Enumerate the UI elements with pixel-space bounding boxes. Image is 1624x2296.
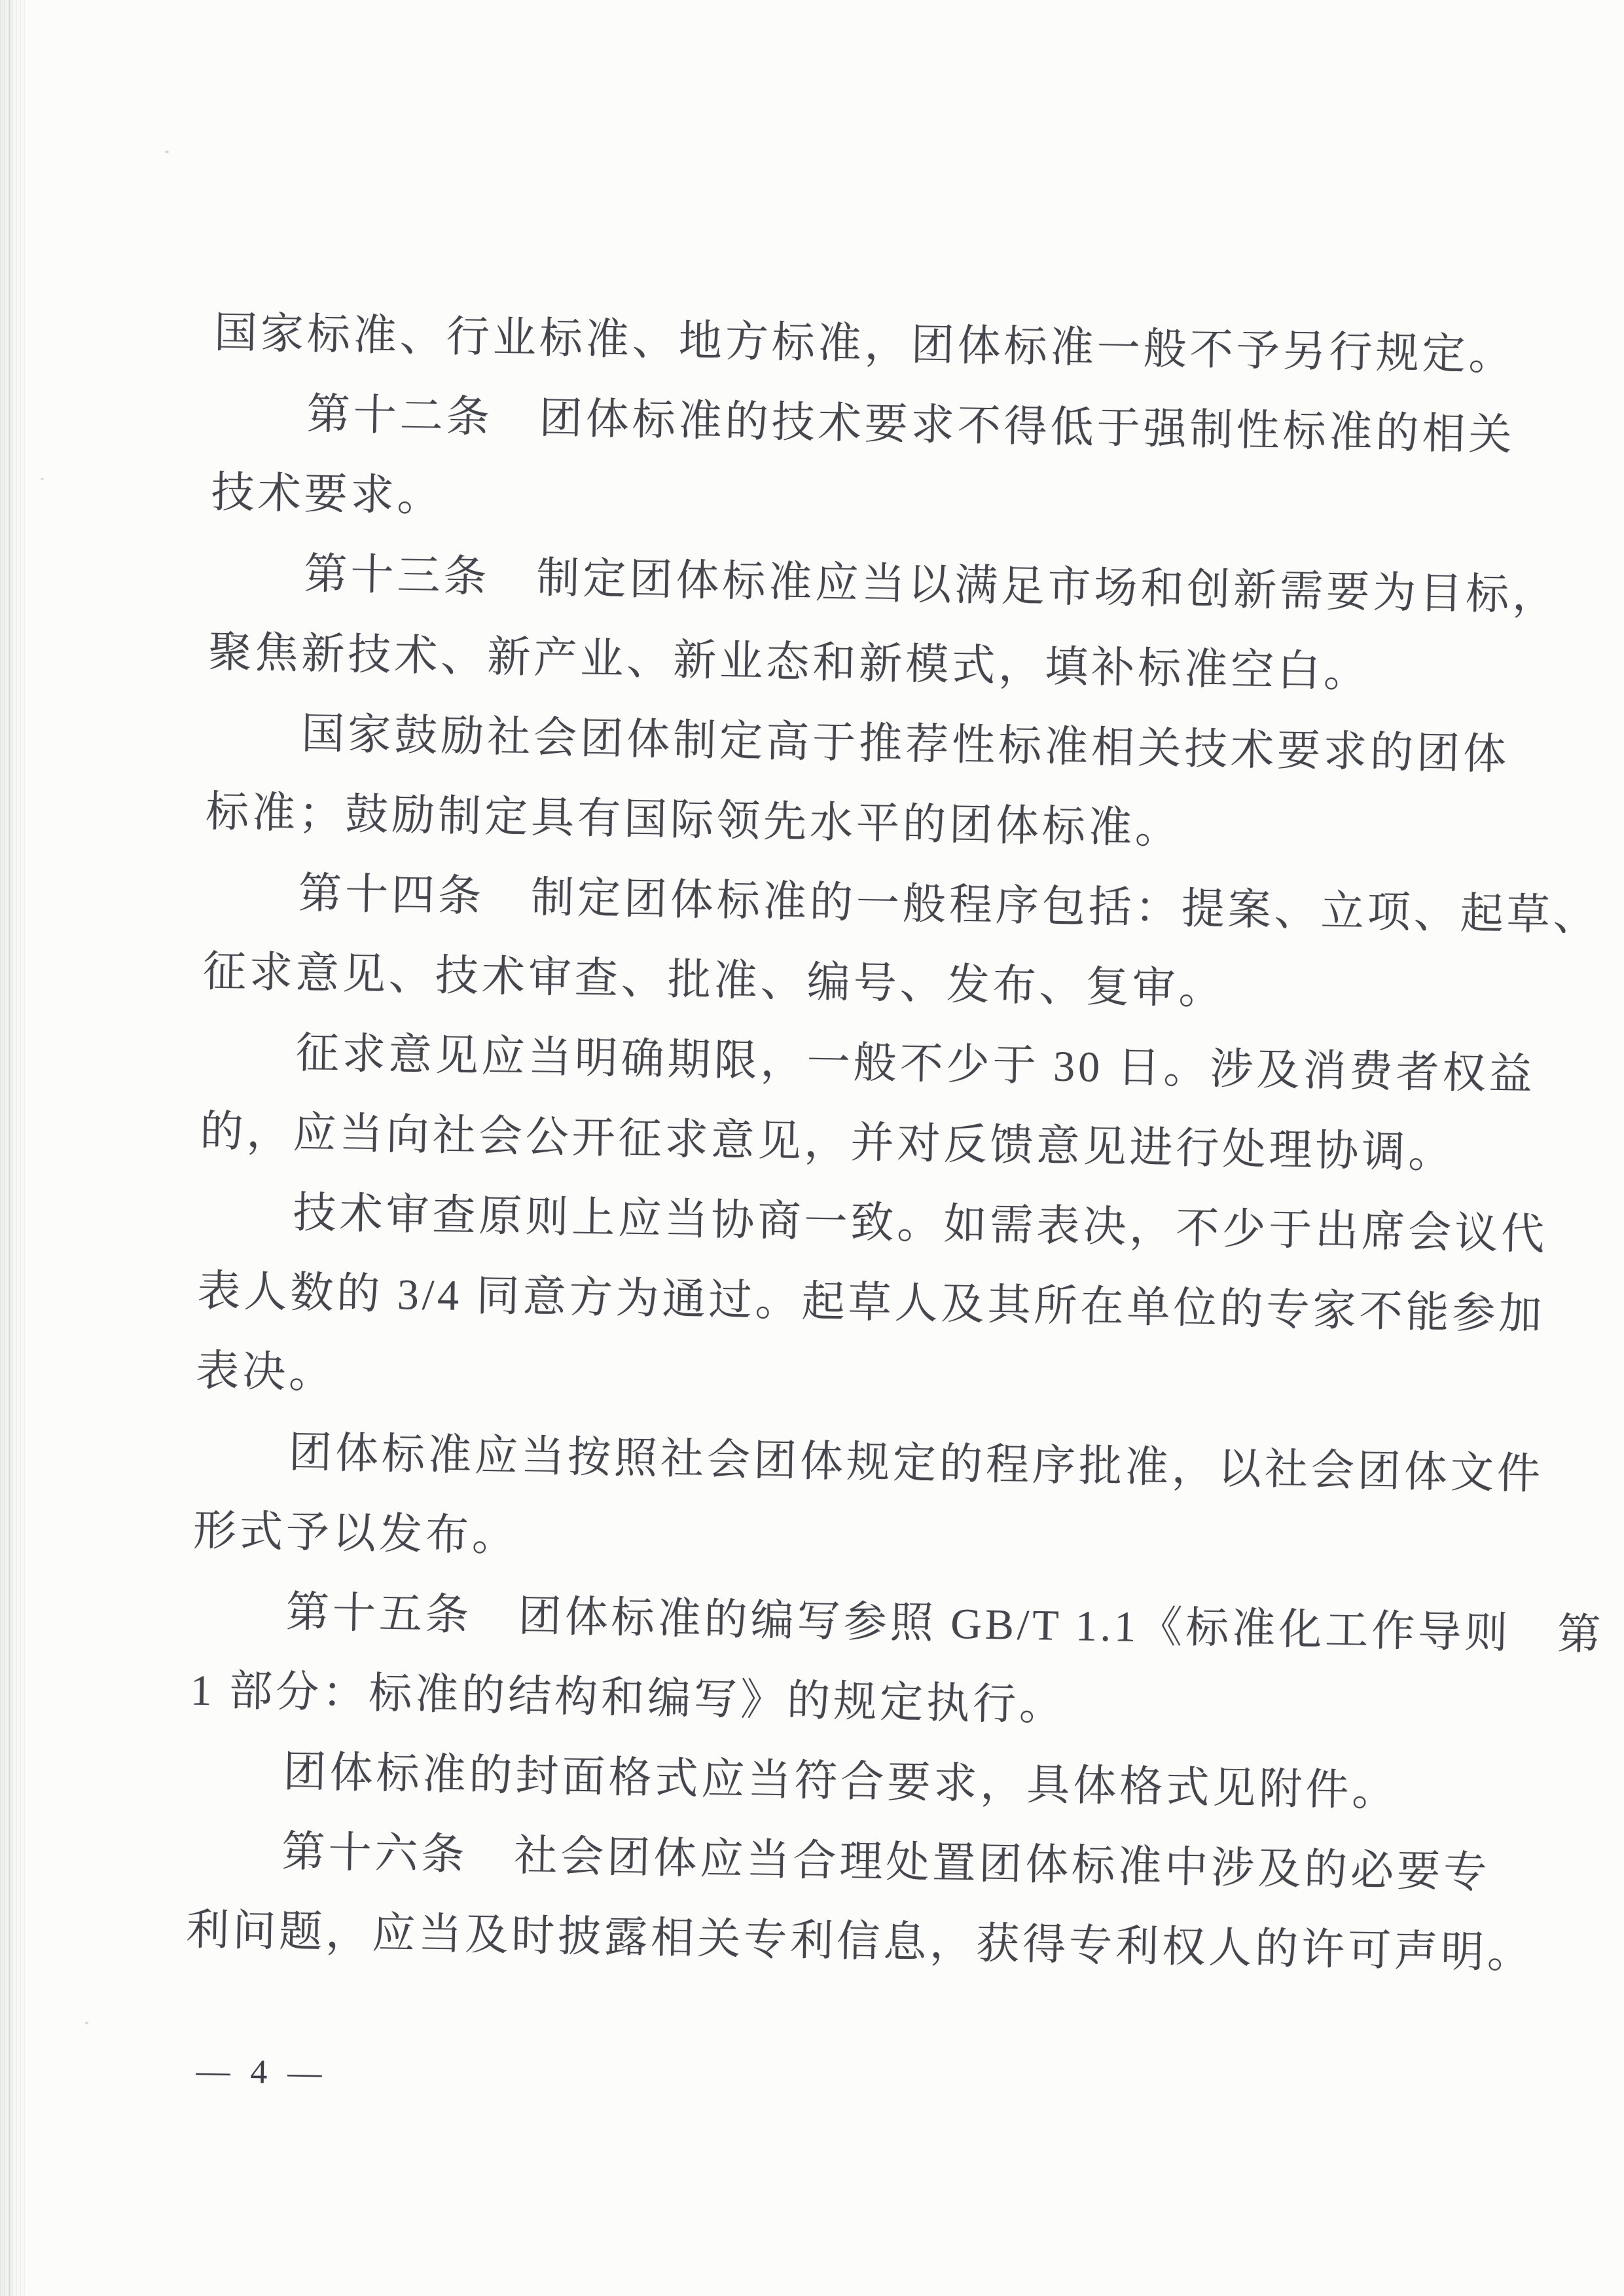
text-line: 技术要求。 [211, 468, 444, 521]
text-line: 团体标准应当按照社会团体规定的程序批准，以社会团体文件 [288, 1429, 1544, 1499]
scan-speck [85, 2022, 88, 2024]
text-line: 表决。 [195, 1347, 336, 1398]
text-line: 利问题，应当及时披露相关专利信息，获得专利权人的许可声明。 [185, 1906, 1534, 1978]
text-line: 表人数的 3/4 同意方为通过。起草人及其所在单位的专家不能参加 [196, 1267, 1546, 1339]
scan-edge-line [9, 0, 10, 2296]
text-line: 第十六条 社会团体应当合理处置团体标准中涉及的必要专 [281, 1828, 1490, 1897]
text-line: 国家鼓励社会团体制定高于推荐性标准相关技术要求的团体 [300, 710, 1510, 779]
text-line: 第十二条 团体标准的技术要求不得低于强制性标准的相关 [306, 390, 1516, 460]
text-line: 征求意见、技术审查、批准、编号、发布、复审。 [202, 947, 1226, 1014]
text-line: 第十三条 制定团体标准应当以满足市场和创新需要为目标， [303, 550, 1559, 620]
text-line: 技术审查原则上应当协商一致。如需表决，不少于出席会议代 [292, 1189, 1548, 1259]
text-line: 1 部分：标准的结构和编写》的规定执行。 [190, 1666, 1066, 1730]
document-body-text [185, 293, 1604, 1992]
text-line: 第十四条 制定团体标准的一般程序包括：提案、立项、起草、 [298, 869, 1600, 941]
text-line: 聚焦新技术、新产业、新业态和新模式，填补标准空白。 [208, 628, 1371, 697]
scan-speck [41, 478, 44, 480]
text-line: 征求意见应当明确期限，一般不少于 30 日。涉及消费者权益 [295, 1029, 1536, 1099]
page-number [196, 2052, 328, 2093]
text-line: 标准；鼓励制定具有国际领先水平的团体标准。 [205, 788, 1182, 853]
text-line: 形式予以发布。 [192, 1506, 519, 1561]
text-line: 第十五条 团体标准的编写参照 GB/T 1.1《标准化工作导则 第 [285, 1588, 1604, 1660]
text-line: 团体标准的封面格式应当符合要求，具体格式见附件。 [282, 1748, 1399, 1815]
text-line: 的，应当向社会公开征求意见，并对反馈意见进行处理协调。 [200, 1107, 1455, 1178]
page-number-label: — 4 — [195, 2052, 328, 2092]
text-line: 国家标准、行业标准、地方标准，团体标准一般不予另行规定。 [213, 308, 1516, 380]
scan-speck [165, 151, 169, 153]
scan-edge-artifact [0, 0, 26, 2296]
